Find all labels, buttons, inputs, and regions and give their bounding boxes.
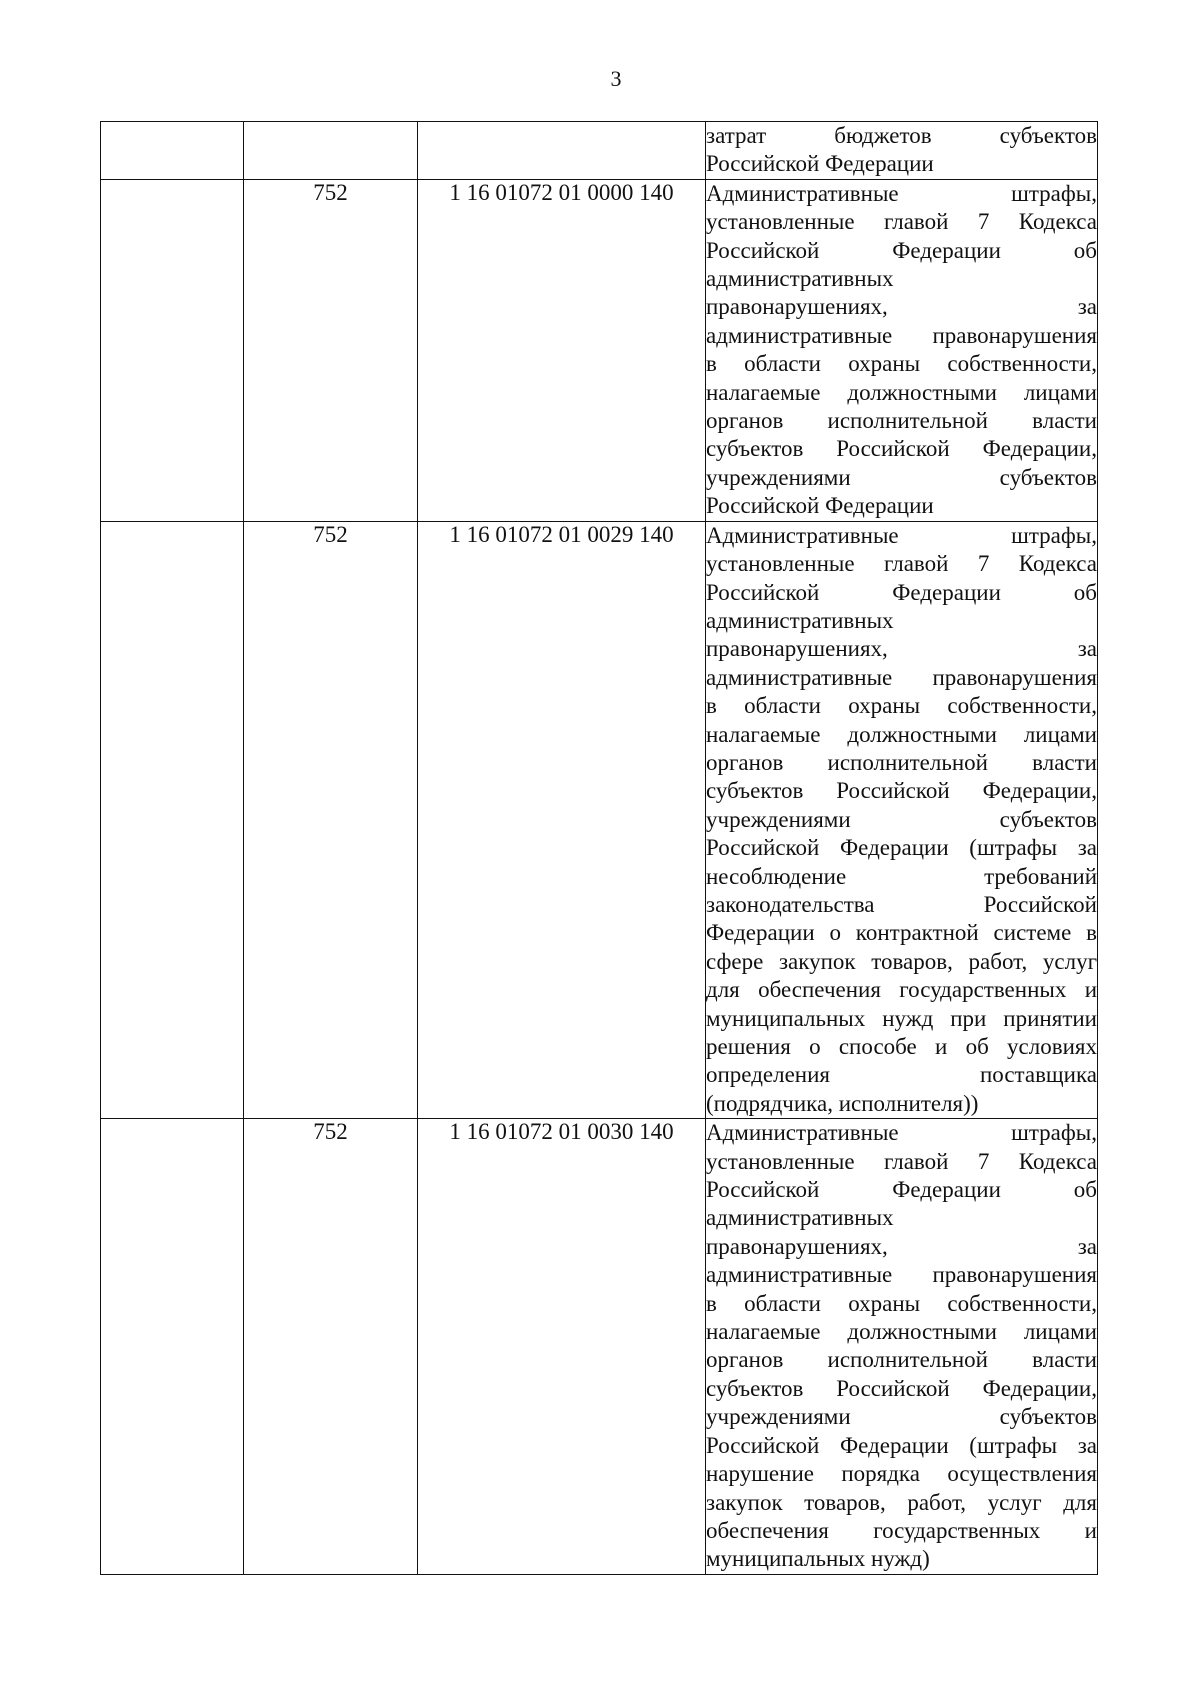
description-line: Российской Федерации (штрафы за [706,835,1097,861]
description-line: налагаемые должностными лицами [706,1319,1097,1345]
description-line: затрат бюджетов субъектов [706,123,1097,148]
description-line: административных [706,266,894,292]
admin-code-cell: 752 [244,521,418,1119]
description-line: Административные штрафы, [706,522,1097,548]
description-line: административных [706,1205,894,1231]
empty-cell [101,1119,244,1575]
description-line: муниципальных нужд при принятии [706,1005,1097,1031]
description-line: сфере закупок товаров, работ, услуг [706,948,1097,974]
description-line: налагаемые должностными лицами [706,379,1097,405]
description-line: муниципальных нужд) [706,1546,930,1572]
description-line: закупок товаров, работ, услуг для [706,1489,1097,1515]
description-line: для обеспечения государственных и [706,977,1097,1003]
description-line: несоблюдение требований [706,863,1097,889]
description-line: административных [706,607,894,633]
description-line: Российской Федерации об [706,237,1097,263]
empty-cell [101,521,244,1119]
description-line: субъектов Российской Федерации, [706,778,1097,804]
description-line: органов исполнительной власти [706,749,1097,775]
description-line: административные правонарушения [706,664,1097,690]
description-line: законодательства Российской [706,891,1097,917]
description-line: налагаемые должностными лицами [706,721,1097,747]
description-line: правонарушениях, за [706,294,1097,320]
description-line: административные правонарушения [706,1262,1097,1288]
table-row [101,179,1098,521]
budget-classification-code-cell: 1 16 01072 01 0030 140 [418,1119,706,1575]
budget-classification-code-cell: 1 16 01072 01 0000 140 [418,179,706,521]
income-description-cell [706,179,1098,521]
description-line: учреждениями субъектов [706,1404,1097,1430]
description-line: Российской Федерации [706,493,934,519]
description-line: в области охраны собственности, [706,351,1097,377]
page-number: 3 [610,66,622,91]
description-line: обеспечения государственных и [706,1517,1097,1543]
empty-cell [101,122,244,180]
description-line: Федерации о контрактной системе в [706,920,1097,946]
description-line: органов исполнительной власти [706,1347,1097,1373]
description-line: субъектов Российской Федерации, [706,1375,1097,1401]
description-line: в области охраны собственности, [706,1290,1097,1316]
description-line: установленные главой 7 Кодекса [706,209,1097,235]
table-body [101,122,1098,1575]
description-line: Административные штрафы, [706,1120,1097,1146]
description-line: правонарушениях, за [706,636,1097,662]
budget-classification-code-cell [418,122,706,180]
description-line: Российской Федерации об [706,1177,1097,1203]
admin-code-cell: 752 [244,1119,418,1575]
income-description-cell [706,1119,1098,1575]
table-row [101,1119,1098,1575]
description-line: (подрядчика, исполнителя)) [706,1090,979,1116]
description-line: правонарушениях, за [706,1233,1097,1259]
budget-classification-code-cell: 1 16 01072 01 0029 140 [418,521,706,1119]
description-line: субъектов Российской Федерации, [706,436,1097,462]
description-line: Административные штрафы, [706,180,1097,206]
description-line: учреждениями субъектов [706,806,1097,832]
budget-codes-table [100,121,1098,1575]
description-line: в области охраны собственности, [706,693,1097,719]
description-line: Российской Федерации об [706,579,1097,605]
description-line: органов исполнительной власти [706,408,1097,434]
admin-code-cell: 752 [244,179,418,521]
description-line: Российской Федерации (штрафы за [706,1432,1097,1458]
description-line: Российской Федерации [706,151,934,177]
description-line: установленные главой 7 Кодекса [706,551,1097,577]
income-description-cell [706,521,1098,1119]
description-line: определения поставщика [706,1062,1097,1088]
table-row [101,521,1098,1119]
admin-code-cell [244,122,418,180]
description-line: решения о способе и об условиях [706,1034,1097,1059]
description-line: нарушение порядка осуществления [706,1461,1097,1487]
description-line: административные правонарушения [706,322,1097,348]
table-row [101,122,1098,180]
income-description-cell [706,122,1098,180]
empty-cell [101,179,244,521]
description-line: учреждениями субъектов [706,464,1097,490]
description-line: установленные главой 7 Кодекса [706,1148,1097,1174]
